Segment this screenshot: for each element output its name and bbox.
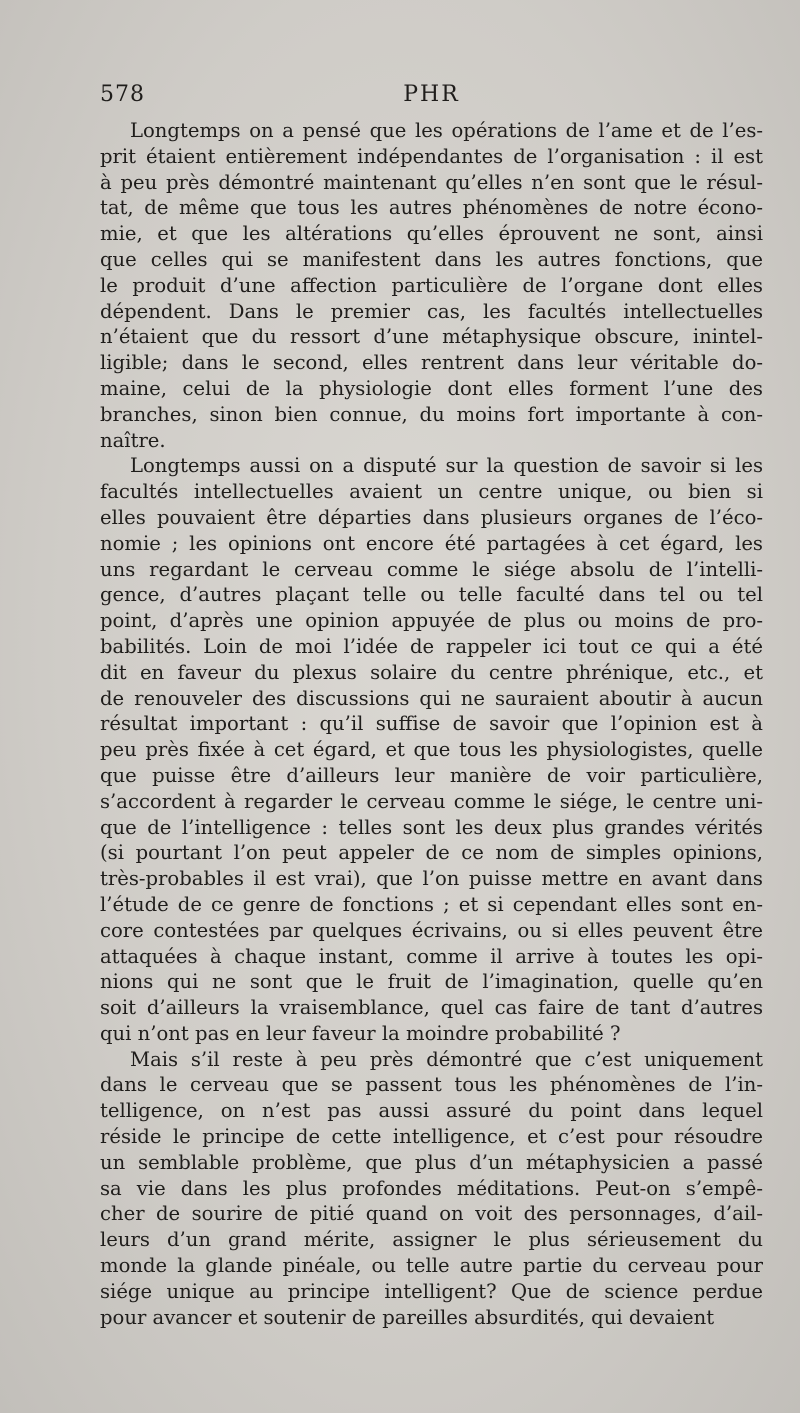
text-line: sa vie dans les plus profondes méditations. Peut-on s’empê- <box>100 1176 763 1200</box>
text-line: leurs d’un grand mérite, assigner le plus sérieusement du <box>100 1228 763 1252</box>
paragraph <box>100 453 763 1046</box>
text-line: maine, celui de la physiologie dont elles forment l’une des <box>100 376 763 400</box>
text-line: soit d’ailleurs la vraisemblance, quel cas faire de tant d’autres <box>100 996 763 1020</box>
text-line: résultat important : qu’il suffise de savoir que l’opinion est à <box>100 712 763 736</box>
text-line: Longtemps on a pensé que les opérations de l’ame et de l’es- <box>130 119 763 142</box>
text-line: attaquées à chaque instant, comme il arrive à toutes les opi- <box>100 944 763 968</box>
text-line: siége unique au principe intelligent? Que de science perdue <box>100 1279 763 1303</box>
text-line: Longtemps aussi on a disputé sur la question de savoir si les <box>130 454 763 478</box>
text-line: branches, sinon bien connue, du moins fort importante à con- <box>100 402 763 426</box>
text-line: réside le principe de cette intelligence, et c’est pour résoudre <box>100 1125 763 1149</box>
text-line: mie, et que les altérations qu’elles éprouvent ne sont, ainsi <box>100 222 763 246</box>
text-line: qui n’ont pas en leur faveur la moindre probabilité ? <box>100 1021 621 1045</box>
text-line: pour avancer et soutenir de pareilles absurdités, qui devaient <box>100 1305 715 1329</box>
text-line: core contestées par quelques écrivains, ou si elles peuvent être <box>100 918 763 942</box>
text-line: peu près fixée à cet égard, et que tous les physiologistes, quelle <box>100 738 763 762</box>
text-line: dépendent. Dans le premier cas, les facultés intellectuelles <box>100 299 763 323</box>
text-line: le produit d’une affection particulière de l’organe dont elles <box>100 273 763 297</box>
text-line: que celles qui se manifestent dans les autres fonctions, que <box>100 247 763 271</box>
text-line: prit étaient entièrement indépendantes de l’organisation : il est <box>100 144 763 168</box>
text-line: un semblable problème, que plus d’un métaphysicien a passé <box>100 1150 763 1174</box>
text-line: cher de sourire de pitié quand on voit des personnages, d’ail- <box>100 1202 763 1226</box>
text-line: l’étude de ce genre de fonctions ; et si cependant elles sont en- <box>100 892 763 916</box>
text-line: ligible; dans le second, elles rentrent dans leur véritable do- <box>100 351 763 375</box>
text-line: s’accordent à regarder le cerveau comme le siége, le centre uni- <box>100 789 763 813</box>
page-number: 578 <box>100 82 145 107</box>
text-line: que de l’intelligence : telles sont les deux plus grandes vérités <box>100 815 763 839</box>
text-line: facultés intellectuelles avaient un centre unique, ou bien si <box>100 480 763 504</box>
text-line: nomie ; les opinions ont encore été partagées à cet égard, les <box>100 531 763 555</box>
text-line: naître. <box>100 428 166 452</box>
paragraph <box>100 1047 763 1331</box>
text-line: uns regardant le cerveau comme le siége absolu de l’intelli- <box>100 557 763 581</box>
text-line: gence, d’autres plaçant telle ou telle faculté dans tel ou tel <box>100 583 763 607</box>
running-head: PHR <box>403 82 460 107</box>
text-line: babilités. Loin de moi l’idée de rappeler ici tout ce qui a été <box>100 634 763 658</box>
text-line: tat, de même que tous les autres phénomènes de notre écono- <box>100 196 763 220</box>
text-line: point, d’après une opinion appuyée de plus ou moins de pro- <box>100 609 763 633</box>
text-line: monde la glande pinéale, ou telle autre partie du cerveau pour <box>100 1254 763 1278</box>
text-line: dit en faveur du plexus solaire du centre phrénique, etc., et <box>100 660 763 684</box>
text-line: nions qui ne sont que le fruit de l’imagination, quelle qu’en <box>100 970 763 994</box>
text-line: (si pourtant l’on peut appeler de ce nom de simples opinions, <box>100 841 763 865</box>
text-line: elles pouvaient être départies dans plusieurs organes de l’éco- <box>100 505 763 529</box>
text-line: que puisse être d’ailleurs leur manière de voir particulière, <box>100 763 763 787</box>
text-line: de renouveler des discussions qui ne sauraient aboutir à aucun <box>100 686 763 710</box>
text-line: dans le cerveau que se passent tous les phénomènes de l’in- <box>100 1073 763 1097</box>
text-line: telligence, on n’est pas aussi assuré du point dans lequel <box>100 1099 763 1123</box>
paragraph <box>100 118 763 453</box>
page-header <box>100 82 763 116</box>
text-line: très-probables il est vrai), que l’on puisse mettre en avant dans <box>100 867 763 891</box>
text-line: à peu près démontré maintenant qu’elles n’en sont que le résul- <box>100 170 763 194</box>
body-text <box>100 118 763 1330</box>
text-line: n’étaient que du ressort d’une métaphysique obscure, inintel- <box>100 325 763 349</box>
text-line: Mais s’il reste à peu près démontré que c’est uniquement <box>130 1047 763 1071</box>
